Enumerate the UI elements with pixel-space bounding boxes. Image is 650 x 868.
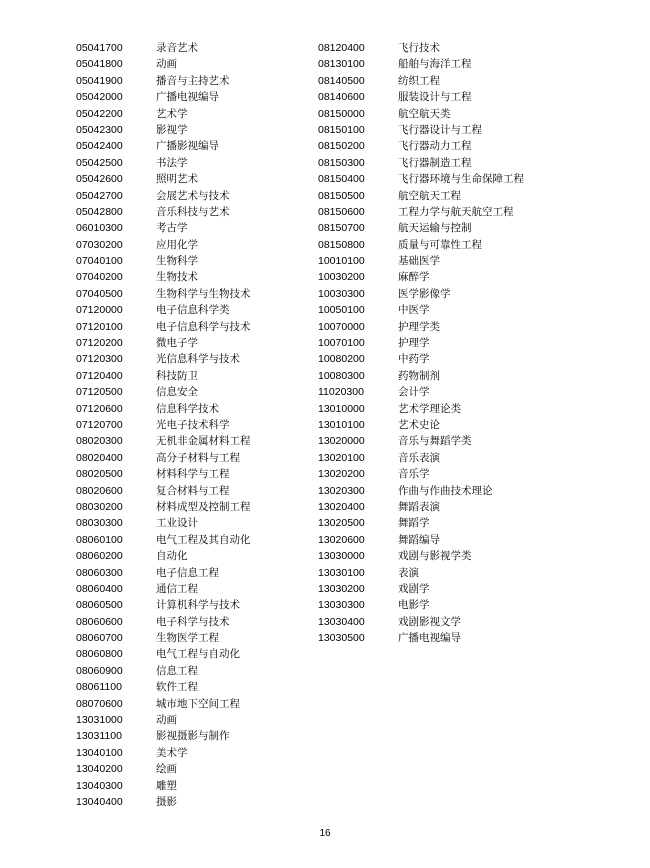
major-name: 音乐学	[398, 468, 430, 481]
major-code: 13020600	[318, 533, 365, 546]
major-code: 08060500	[76, 599, 123, 612]
major-code: 08060200	[76, 550, 123, 563]
major-name: 自动化	[156, 550, 188, 563]
major-code: 07040100	[76, 255, 123, 268]
list-item	[76, 122, 251, 138]
major-code: 08150100	[318, 123, 365, 136]
major-code: 10080200	[318, 353, 365, 366]
major-name: 舞蹈编导	[398, 533, 440, 546]
major-name: 生物医学工程	[156, 632, 219, 645]
major-name: 表演	[398, 566, 419, 579]
major-name: 雕塑	[156, 779, 177, 792]
major-name: 音乐与舞蹈学类	[398, 435, 472, 448]
major-code: 05041800	[76, 58, 123, 71]
list-item	[76, 728, 251, 744]
list-item	[76, 138, 251, 154]
list-item	[318, 40, 524, 56]
major-code: 07120300	[76, 353, 123, 366]
major-code: 08150500	[318, 189, 365, 202]
list-item	[318, 73, 524, 89]
list-item	[318, 499, 524, 515]
major-code: 08150000	[318, 107, 365, 120]
major-name: 戏剧学	[398, 582, 430, 595]
major-name: 艺术史论	[398, 418, 440, 431]
list-item	[76, 384, 251, 400]
major-code: 07120700	[76, 418, 123, 431]
list-item	[76, 450, 251, 466]
major-code: 05042200	[76, 107, 123, 120]
major-name: 广播电视编导	[398, 632, 461, 645]
major-name: 光信息科学与技术	[156, 353, 240, 366]
list-item	[318, 597, 524, 613]
major-code: 13040100	[76, 746, 123, 759]
major-code: 10080300	[318, 369, 365, 382]
major-name: 影视摄影与制作	[156, 730, 230, 743]
list-item	[76, 351, 251, 367]
major-code: 13031000	[76, 714, 123, 727]
major-code: 07120100	[76, 320, 123, 333]
major-code: 08020300	[76, 435, 123, 448]
list-item	[318, 368, 524, 384]
major-name: 航空航天工程	[398, 189, 461, 202]
list-item	[76, 401, 251, 417]
list-item	[76, 630, 251, 646]
major-name: 电气工程与自动化	[156, 648, 240, 661]
major-code: 13020400	[318, 500, 365, 513]
list-item	[76, 188, 251, 204]
major-code: 08150600	[318, 205, 365, 218]
major-code: 13010100	[318, 418, 365, 431]
major-code: 08150400	[318, 173, 365, 186]
list-item	[76, 56, 251, 72]
major-code: 13020200	[318, 468, 365, 481]
major-name: 应用化学	[156, 238, 198, 251]
major-name: 飞行器动力工程	[398, 140, 472, 153]
list-item	[318, 401, 524, 417]
major-name: 会计学	[398, 386, 430, 399]
list-item	[76, 778, 251, 794]
major-code: 13030000	[318, 550, 365, 563]
major-name: 城市地下空间工程	[156, 697, 240, 710]
list-item	[318, 630, 524, 646]
list-item	[76, 220, 251, 236]
list-item	[76, 597, 251, 613]
major-code: 10070000	[318, 320, 365, 333]
list-item	[318, 433, 524, 449]
major-name: 麻醉学	[398, 271, 430, 284]
major-code: 13040400	[76, 795, 123, 808]
major-name: 医学影像学	[398, 287, 451, 300]
list-item	[76, 614, 251, 630]
list-item	[318, 532, 524, 548]
list-item	[76, 548, 251, 564]
major-code: 10010100	[318, 255, 365, 268]
major-name: 计算机科学与技术	[156, 599, 240, 612]
major-name: 材料成型及控制工程	[156, 500, 251, 513]
list-item	[76, 40, 251, 56]
major-code: 10070100	[318, 337, 365, 350]
list-item	[318, 269, 524, 285]
list-item	[76, 368, 251, 384]
major-name: 基础医学	[398, 255, 440, 268]
major-name: 航天运输与控制	[398, 222, 472, 235]
major-code: 08140500	[318, 74, 365, 87]
list-item	[76, 712, 251, 728]
major-code: 05041700	[76, 42, 123, 54]
major-code: 08140600	[318, 91, 365, 104]
list-item	[318, 565, 524, 581]
list-item	[318, 204, 524, 220]
major-code: 08130100	[318, 58, 365, 71]
major-name: 服装设计与工程	[398, 91, 472, 104]
major-name: 飞行器设计与工程	[398, 123, 482, 136]
list-item	[76, 565, 251, 581]
major-code: 07120400	[76, 369, 123, 382]
major-name: 电影学	[398, 599, 430, 612]
list-item	[76, 761, 251, 777]
major-name: 动画	[156, 58, 177, 71]
major-name: 航空航天类	[398, 107, 451, 120]
major-name: 艺术学理论类	[398, 402, 461, 415]
major-name: 电气工程及其自动化	[156, 533, 251, 546]
major-code: 08150700	[318, 222, 365, 235]
right-column	[318, 40, 524, 646]
list-item	[76, 466, 251, 482]
major-name: 戏剧影视文学	[398, 615, 461, 628]
major-name: 纺织工程	[398, 74, 440, 87]
list-item	[76, 302, 251, 318]
major-code: 10050100	[318, 304, 365, 317]
major-code: 05042400	[76, 140, 123, 153]
major-name: 无机非金属材料工程	[156, 435, 251, 448]
major-code: 05042000	[76, 91, 123, 104]
list-item	[318, 237, 524, 253]
major-code: 10030200	[318, 271, 365, 284]
major-code: 08060900	[76, 664, 123, 677]
list-item	[76, 335, 251, 351]
major-code: 13031100	[76, 730, 122, 743]
major-code: 08120400	[318, 42, 365, 54]
major-code: 05042600	[76, 173, 123, 186]
major-code: 13010000	[318, 402, 365, 415]
major-code: 07040500	[76, 287, 123, 300]
major-name: 美术学	[156, 746, 188, 759]
major-code: 08020600	[76, 484, 123, 497]
list-item	[318, 548, 524, 564]
list-item	[76, 171, 251, 187]
major-code: 08061100	[76, 681, 122, 694]
major-code: 08150200	[318, 140, 365, 153]
major-code: 08150300	[318, 156, 365, 169]
major-code: 10030300	[318, 287, 365, 300]
major-name: 生物科学	[156, 255, 198, 268]
list-item	[318, 286, 524, 302]
major-code: 05042800	[76, 205, 123, 218]
list-item	[318, 335, 524, 351]
major-code: 08060300	[76, 566, 123, 579]
list-item	[76, 89, 251, 105]
major-name: 舞蹈学	[398, 517, 430, 530]
major-code: 07040200	[76, 271, 123, 284]
list-item	[318, 384, 524, 400]
major-name: 绘画	[156, 763, 177, 776]
major-name: 中药学	[398, 353, 430, 366]
list-item	[76, 679, 251, 695]
major-name: 生物科学与生物技术	[156, 287, 251, 300]
list-item	[318, 122, 524, 138]
list-item	[76, 319, 251, 335]
major-code: 13030200	[318, 582, 365, 595]
major-code: 13020500	[318, 517, 365, 530]
major-name: 科技防卫	[156, 369, 198, 382]
list-item	[76, 253, 251, 269]
major-name: 中医学	[398, 304, 430, 317]
major-code: 08060600	[76, 615, 123, 628]
list-item	[318, 483, 524, 499]
major-name: 广播电视编导	[156, 91, 219, 104]
major-name: 电子科学与技术	[156, 615, 230, 628]
major-name: 信息工程	[156, 664, 198, 677]
major-name: 电子信息科学类	[156, 304, 230, 317]
page-number: 16	[319, 828, 331, 839]
list-item	[76, 499, 251, 515]
list-item	[76, 73, 251, 89]
major-code: 08030200	[76, 500, 123, 513]
major-code: 07120500	[76, 386, 123, 399]
list-item	[318, 614, 524, 630]
major-name: 信息科学技术	[156, 402, 219, 415]
major-code: 05041900	[76, 74, 123, 87]
major-code: 07120600	[76, 402, 123, 415]
list-item	[318, 155, 524, 171]
major-name: 电子信息工程	[156, 566, 219, 579]
major-code: 08150800	[318, 238, 365, 251]
major-code: 08020400	[76, 451, 123, 464]
list-item	[76, 204, 251, 220]
major-name: 会展艺术与技术	[156, 189, 230, 202]
left-column	[76, 40, 251, 810]
major-name: 通信工程	[156, 582, 198, 595]
list-item	[318, 515, 524, 531]
major-code: 13030500	[318, 632, 365, 645]
list-item	[76, 515, 251, 531]
major-name: 船舶与海洋工程	[398, 58, 472, 71]
major-code: 08060700	[76, 632, 123, 645]
list-item	[76, 106, 251, 122]
major-code: 13030400	[318, 615, 365, 628]
list-item	[76, 663, 251, 679]
major-name: 飞行器环境与生命保障工程	[398, 173, 524, 186]
major-name: 光电子技术科学	[156, 418, 230, 431]
major-name: 舞蹈表演	[398, 500, 440, 513]
major-code: 13020100	[318, 451, 365, 464]
list-item	[318, 188, 524, 204]
major-code: 13020300	[318, 484, 365, 497]
major-code: 07030200	[76, 238, 123, 251]
major-name: 高分子材料与工程	[156, 451, 240, 464]
list-item	[318, 450, 524, 466]
major-name: 艺术学	[156, 107, 188, 120]
major-name: 材料科学与工程	[156, 468, 230, 481]
list-item	[76, 696, 251, 712]
major-name: 照明艺术	[156, 173, 198, 186]
list-item	[318, 253, 524, 269]
major-code: 13030300	[318, 599, 365, 612]
major-code: 08070600	[76, 697, 123, 710]
major-code: 08060100	[76, 533, 123, 546]
major-code: 06010300	[76, 222, 123, 235]
list-item	[318, 351, 524, 367]
list-item	[76, 745, 251, 761]
list-item	[76, 646, 251, 662]
major-code: 13020000	[318, 435, 365, 448]
major-name: 软件工程	[156, 681, 198, 694]
major-name: 广播影视编导	[156, 140, 219, 153]
major-name: 护理学	[398, 337, 430, 350]
major-name: 复合材料与工程	[156, 484, 230, 497]
major-code: 08060800	[76, 648, 123, 661]
list-item	[318, 220, 524, 236]
major-name: 工程力学与航天航空工程	[398, 205, 514, 218]
major-name: 音乐表演	[398, 451, 440, 464]
major-code: 08020500	[76, 468, 123, 481]
major-name: 药物制剂	[398, 369, 440, 382]
major-code: 07120200	[76, 337, 123, 350]
major-code: 11020300	[318, 386, 364, 399]
major-code: 08030300	[76, 517, 123, 530]
list-item	[318, 302, 524, 318]
list-item	[76, 433, 251, 449]
major-name: 戏剧与影视学类	[398, 550, 472, 563]
list-item	[76, 237, 251, 253]
list-item	[318, 581, 524, 597]
major-code: 13030100	[318, 566, 365, 579]
major-name: 影视学	[156, 123, 188, 136]
major-name: 质量与可靠性工程	[398, 238, 482, 251]
list-item	[76, 286, 251, 302]
major-name: 播音与主持艺术	[156, 74, 230, 87]
major-name: 飞行器制造工程	[398, 156, 472, 169]
list-item	[76, 417, 251, 433]
major-name: 书法学	[156, 156, 188, 169]
list-item	[76, 269, 251, 285]
list-item	[76, 532, 251, 548]
list-item	[76, 794, 251, 810]
list-item	[318, 417, 524, 433]
list-item	[76, 581, 251, 597]
major-name: 工业设计	[156, 517, 198, 530]
major-name: 微电子学	[156, 337, 198, 350]
major-name: 生物技术	[156, 271, 198, 284]
list-item	[76, 155, 251, 171]
major-code: 05042300	[76, 123, 123, 136]
major-code: 08060400	[76, 582, 123, 595]
list-item	[318, 89, 524, 105]
major-name: 摄影	[156, 795, 177, 808]
major-code: 13040200	[76, 763, 123, 776]
list-item	[318, 319, 524, 335]
list-item	[318, 466, 524, 482]
list-item	[76, 483, 251, 499]
major-name: 作曲与作曲技术理论	[398, 484, 493, 497]
major-code: 05042500	[76, 156, 123, 169]
major-name: 动画	[156, 714, 177, 727]
major-name: 护理学类	[398, 320, 440, 333]
major-code: 13040300	[76, 779, 123, 792]
list-item	[318, 171, 524, 187]
list-item	[318, 106, 524, 122]
list-item	[318, 56, 524, 72]
major-name: 音乐科技与艺术	[156, 205, 230, 218]
major-name: 飞行技术	[398, 42, 440, 54]
major-name: 电子信息科学与技术	[156, 320, 251, 333]
list-item	[318, 138, 524, 154]
major-code: 05042700	[76, 189, 123, 202]
major-name: 信息安全	[156, 386, 198, 399]
major-code: 07120000	[76, 304, 123, 317]
major-name: 考古学	[156, 222, 188, 235]
major-name: 录音艺术	[156, 42, 198, 54]
